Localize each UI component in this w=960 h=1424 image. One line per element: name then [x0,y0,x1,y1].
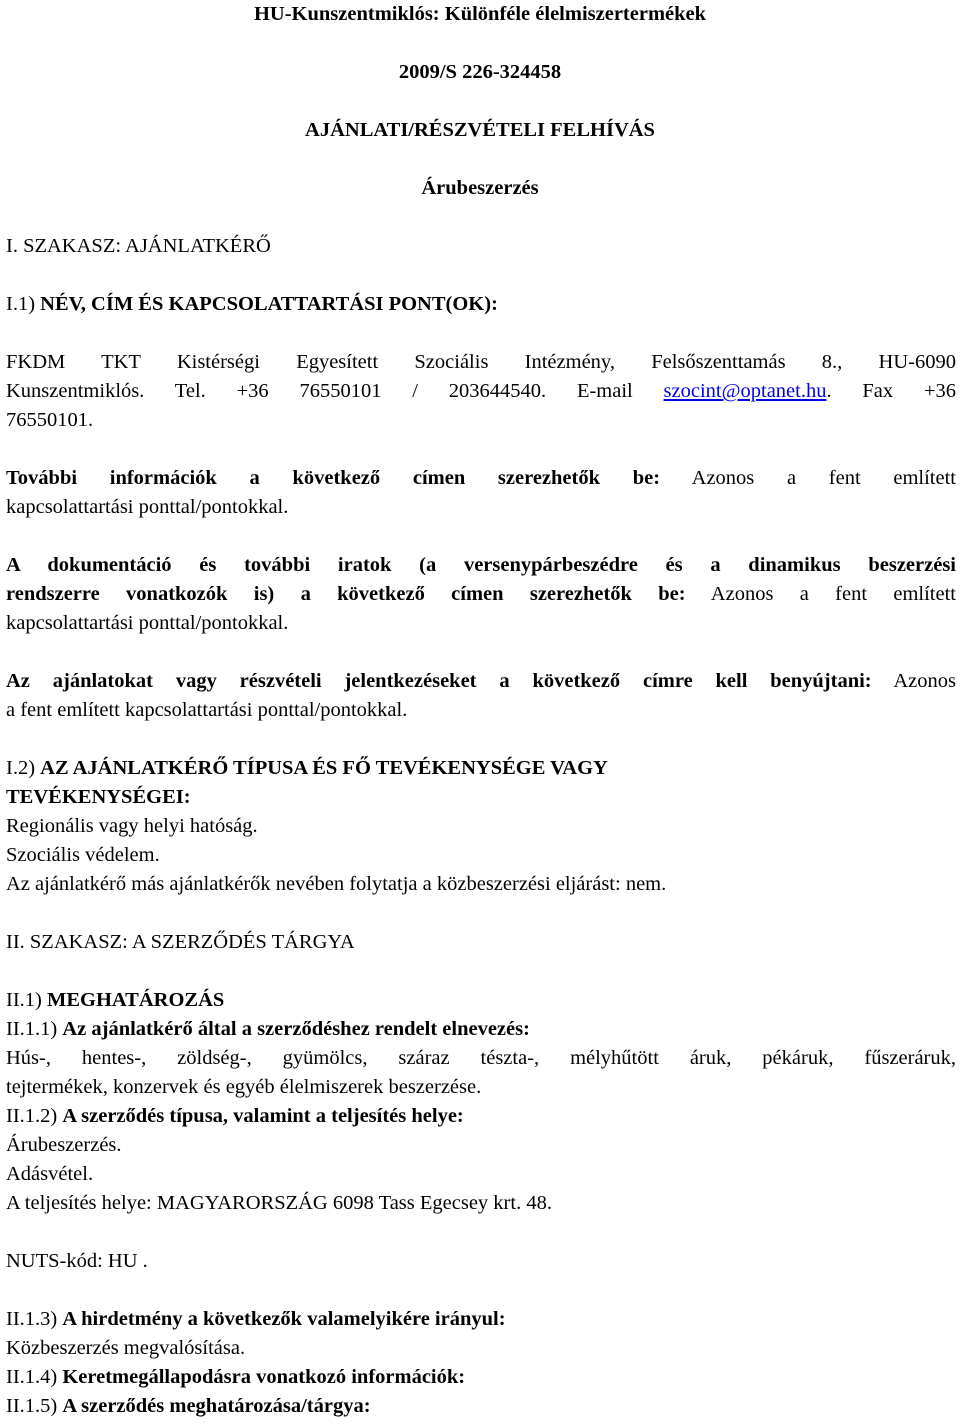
main-activity: Szociális védelem. [6,844,160,866]
section-2-heading: II. SZAKASZ: A SZERZŐDÉS TÁRGYA [6,931,355,953]
section-title: A szerződés meghatározása/tárgya: [62,1395,371,1417]
docs-info-label: rendszerre vonatkozók is) a következő címen szerezhetők be: [6,583,686,605]
section-title: A hirdetmény a következők valamelyikére irányul: [62,1308,506,1330]
submit-info-line-1 [6,667,956,696]
submit-info-label: Az ajánlatokat vagy részvételi jelentkezéseket a következő címre kell benyújtani: [6,670,872,692]
further-info-label: További információk a következő címen szerezhetők be: [6,467,661,489]
section-number: II.1.3) [6,1308,58,1330]
section-number: I.2) [6,757,36,779]
section-title: Az ajánlatkérő által a szerződéshez rendelt elnevezés: [62,1018,530,1040]
section-title: NÉV, CÍM ÉS KAPCSOLATTARTÁSI PONT(OK): [40,293,498,315]
docs-info-line-1: A dokumentáció és további iratok (a versenypárbeszédre és a dinamikus beszerzési [6,554,956,576]
nuts-code: NUTS-kód: HU . [6,1250,148,1272]
contract-name-line-1: Hús-, hentes-, zöldség-, gyümölcs, száraz tészta-, mélyhűtött áruk, pékáruk, fűszeráruk, [6,1047,956,1069]
contract-type-line: Árubeszerzés. [6,1134,122,1156]
contact-line-1: FKDM TKT Kistérségi Egyesített Szociális Intézmény, Felsőszenttamás 8., HU-6090 [6,351,956,373]
contact-line-2 [6,377,956,406]
section-number: I.1) [6,293,36,315]
email-link[interactable]: szocint@optanet.hu [663,380,827,402]
notice-id: 2009/S 226-324458 [398,61,562,83]
fax-label: . Fax +36 [826,380,957,402]
contract-subtype-line: Adásvétel. [6,1163,94,1185]
section-2-1-heading [6,986,224,1015]
section-title: Keretmegállapodásra vonatkozó információk: [62,1366,466,1388]
contact-line-3: 76550101. [6,409,94,431]
contract-type: Árubeszerzés [421,177,539,199]
docs-info-line-2 [6,580,956,609]
docs-info-line-3: kapcsolattartási ponttal/pontokkal. [6,612,289,634]
section-number: II.1.2) [6,1105,58,1127]
section-number: II.1.1) [6,1018,58,1040]
section-title: A szerződés típusa, valamint a teljesítés helye: [62,1105,464,1127]
performance-location: A teljesítés helye: MAGYARORSZÁG 6098 Tass Egecsey krt. 48. [6,1192,552,1214]
behalf-of-others: Az ajánlatkérő más ajánlatkérők nevében folytatja a közbeszerzési eljárást: nem. [6,873,667,895]
section-1-heading: I. SZAKASZ: AJÁNLATKÉRŐ [6,235,271,257]
submit-info-value: Azonos [893,670,956,692]
docs-info-value: Azonos a fent említett [710,583,956,605]
notice-purpose: Közbeszerzés megvalósítása. [6,1337,246,1359]
section-1-1-heading [6,290,498,319]
document-title: HU-Kunszentmiklós: Különféle élelmiszertermékek [253,3,707,25]
contact-text: Kunszentmiklós. Tel. +36 76550101 / 203644540. E-mail [6,380,633,402]
section-2-1-5-heading [6,1392,371,1421]
contract-name-line-2: tejtermékek, konzervek és egyéb élelmiszerek beszerzése. [6,1076,482,1098]
section-number: II.1.5) [6,1395,58,1417]
section-2-1-2-heading [6,1102,464,1131]
section-1-2-heading-cont: TEVÉKENYSÉGEI: [6,786,191,808]
section-title: MEGHATÁROZÁS [46,989,225,1011]
notice-type: AJÁNLATI/RÉSZVÉTELI FELHÍVÁS [305,119,655,141]
section-1-2-heading [6,754,608,783]
submit-info-line-2: a fent említett kapcsolattartási ponttal/pontokkal. [6,699,408,721]
further-info-value: Azonos a fent említett [691,467,956,489]
section-number: II.1.4) [6,1366,58,1388]
section-number: II.1) [6,989,42,1011]
section-title: AZ AJÁNLATKÉRŐ TÍPUSA ÉS FŐ TEVÉKENYSÉGE VAGY [40,757,608,779]
authority-type: Regionális vagy helyi hatóság. [6,815,258,837]
section-2-1-1-heading [6,1015,530,1044]
further-info-line-2: kapcsolattartási ponttal/pontokkal. [6,496,289,518]
section-2-1-3-heading [6,1305,506,1334]
further-info-line-1 [6,464,956,493]
section-2-1-4-heading [6,1363,465,1392]
